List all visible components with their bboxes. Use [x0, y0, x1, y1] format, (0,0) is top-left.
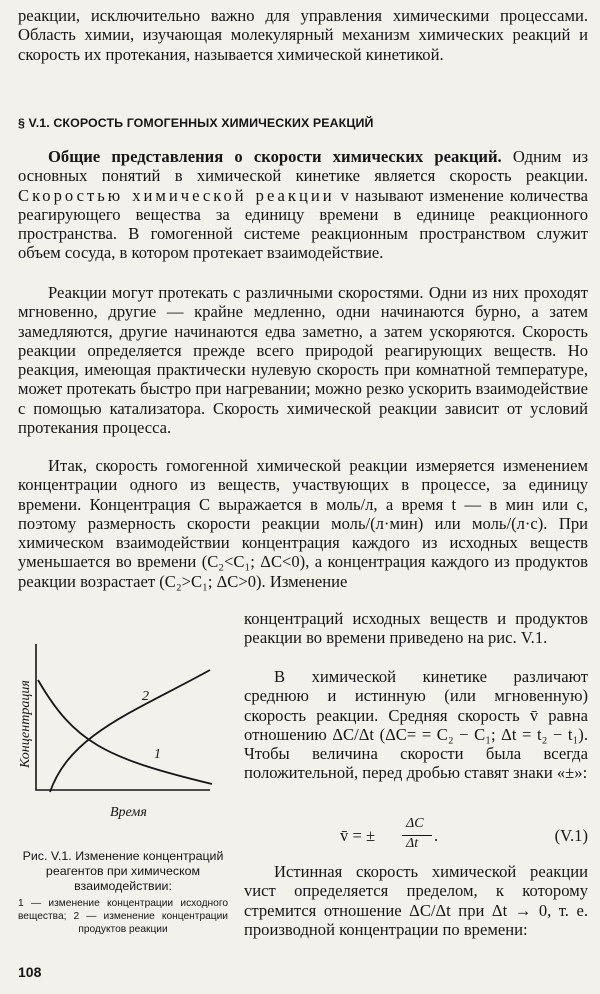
curve-1-label: 1 — [154, 747, 161, 762]
section-heading: § V.1. СКОРОСТЬ ГОМОГЕННЫХ ХИМИЧЕСКИХ РЕАКЦИЙ — [18, 116, 374, 130]
curve-2-product — [50, 670, 210, 792]
curve-2-label: 2 — [142, 689, 149, 704]
formula-denominator: Δt — [406, 836, 419, 851]
formula-numerator: ΔC — [406, 816, 424, 831]
paragraph-figure-reference: концентраций исходных веществ и продуктов реакции во времени приведено на рис. V.1. — [244, 609, 588, 648]
paragraph-text: Одним из основных понятий в химической кинетике является скорость реакции. — [18, 147, 588, 186]
y-axis-label: Концентрация — [18, 680, 33, 768]
paragraph-concentration: Итак, скорость гомогенной химической реакции измеряется изменением концентрации одного из веществ, участвующих в процессе, за единицу времени. Концентрация C выражается в моль/л, а время t — в мин или с, поэтому размерность скорости реакции моль/(л·мин) или моль/(л·с). При химическом взаимодействии концентрация каждого из исходных веществ уменьшается во времени (C₂<C₁; ΔC<0), а концентрация каждого из продуктов реакции возрастает (C₂>C₁; ΔC>0). Изменение — [18, 456, 588, 591]
formula-dot: . — [434, 826, 439, 845]
curve-1-reactant — [38, 680, 212, 784]
paragraph-reaction-rates: Реакции могут протекать с различными скоростями. Одни из них проходят мгновенно, другие — крайне медленно, одни начинаются бурно, а затем замедляются, другие начинаются едва заметно, а затем ускоряются. Скорость реакции определяется прежде всего природой реагирующих веществ. Но реакция, имеющая практически нулевую скорость при комнатной температуре, может протекать быстро при нагревании; можно резко ускорить взаимодействие с помощью катализатора. Скорость химической реакции зависит от условий протекания процесса. — [18, 283, 588, 438]
concentration-chart — [14, 632, 232, 828]
paragraph-general-concepts — [18, 147, 588, 263]
figure-caption: Рис. V.1. Изменение концентраций реагентов при химическом взаимодействии: — [22, 849, 224, 893]
concentration-time-figure — [14, 632, 232, 828]
formula-lhs: v̄ = ± — [340, 826, 376, 845]
paragraph-lead: Общие представления о скорости химических реакций. — [48, 147, 502, 166]
formula-v1 — [244, 816, 588, 856]
formula-number: (V.1) — [554, 826, 588, 845]
paragraph-text: v называют изменение количества реагирующего вещества за единицу времени в единице реакционного пространства. В гомогенной системе реакционным пространством служит объем сосуда, в котором протекает взаимодействие. — [18, 185, 588, 263]
intro-paragraph: реакции, исключительно важно для управления химическими процессами. Область химии, изучающая молекулярный механизм химических реакций и скорость их протекания, называется химической кинетикой. — [18, 6, 588, 64]
spaced-definition: Скоростью химической реакции — [18, 185, 335, 205]
paragraph-instantaneous-rate: Истинная скорость химической реакции vист определяется пределом, к которому стремится отношение ΔC/Δt при Δt → 0, т. е. производной концентрации по времени: — [244, 862, 588, 939]
page-number: 108 — [18, 964, 42, 980]
x-axis-label: Время — [110, 805, 147, 820]
figure-legend: 1 — изменение концентрации исходного вещества; 2 — изменение концентрации продуктов реакции — [18, 898, 228, 935]
paragraph-average-rate: В химической кинетике различают среднюю и истинную (или мгновенную) скорость реакции. Средняя скорость v̄ равна отношению ΔC/Δt (ΔC= = C₂ − C₁; Δt = t₂ − t₁). Чтобы величина скорости была всегда положительной, перед дробью ставят знаки «±»: — [244, 667, 588, 783]
